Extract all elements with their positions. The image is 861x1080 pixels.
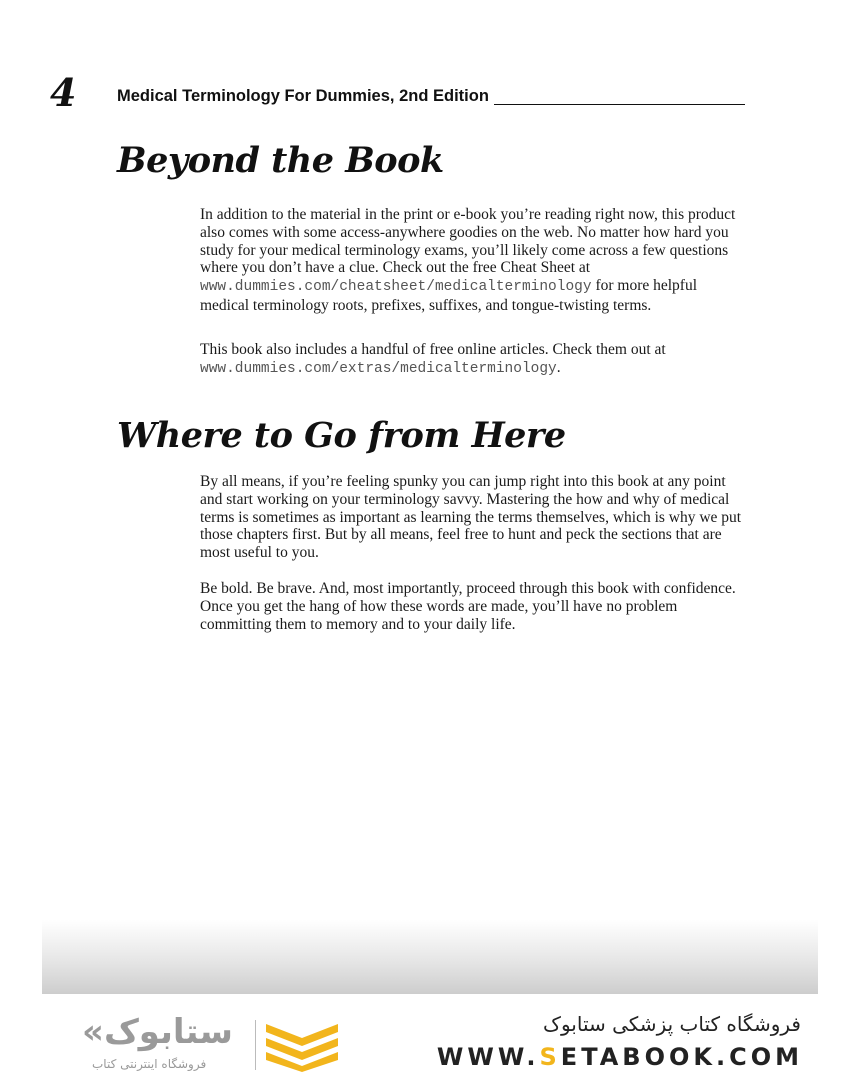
paragraph-beyond-2	[200, 341, 746, 379]
section-heading-where-to-go: Where to Go from Here	[117, 415, 566, 456]
paragraph-beyond-1	[200, 206, 746, 315]
store-url-highlight: B	[622, 1043, 645, 1071]
store-url[interactable]	[437, 1045, 803, 1069]
paragraph-text: for more helpful medical terminology roots, prefixes, suffixes, and tongue-twisting terms.	[200, 277, 698, 314]
paragraph-where-2: Be bold. Be brave. And, most importantly, proceed through this book with confidence. Once you get the hang of how these words are made, you’ll have no problem committing them to memory and to your daily life.	[200, 580, 736, 633]
store-url-highlight: S	[539, 1043, 561, 1071]
page-number: 4	[50, 70, 77, 115]
running-head: Medical Terminology For Dummies, 2nd Edition	[117, 87, 489, 105]
extras-link[interactable]: www.dummies.com/extras/medicalterminology	[200, 360, 557, 377]
logo-divider	[255, 1020, 256, 1070]
cheatsheet-link[interactable]: www.dummies.com/cheatsheet/medicalterminology	[200, 279, 592, 296]
store-name: فروشگاه کتاب پزشکی ستابوک	[543, 1012, 801, 1036]
store-logo-subtitle: فروشگاه اینترنتی کتاب	[92, 1057, 207, 1071]
store-logo-text: «ستابوک	[82, 1012, 233, 1052]
store-url-part: OOK.COM	[644, 1043, 803, 1071]
running-head-rule	[494, 104, 745, 105]
store-url-part: WWW.	[436, 1043, 540, 1071]
paragraph-where-1: By all means, if you’re feeling spunky you can jump right into this book at any point and start working on your terminology savvy. Mastering the how and why of medical terms is sometimes as important as learning the terms themselves, which is why we put those chapters first. But by all means, feel free to hunt and peck the sections that are most useful to you.	[200, 473, 742, 562]
paragraph-text: This book also includes a handful of free online articles. Check them out at	[200, 341, 666, 358]
section-heading-beyond-the-book: Beyond the Book	[117, 140, 444, 181]
paragraph-text: In addition to the material in the print or e-book you’re reading right now, this product also comes with some access-anywhere goodies on the web. No matter how hard you study for your medical terminology exams, you’ll likely come across a few questions where you don’t have a clue. Check out the free Cheat Sheet at	[200, 206, 736, 277]
store-url-part: ETA	[560, 1043, 623, 1071]
stacked-chevrons-icon	[262, 1018, 342, 1072]
paragraph-text: .	[556, 358, 561, 376]
footer-shadow	[42, 920, 818, 994]
